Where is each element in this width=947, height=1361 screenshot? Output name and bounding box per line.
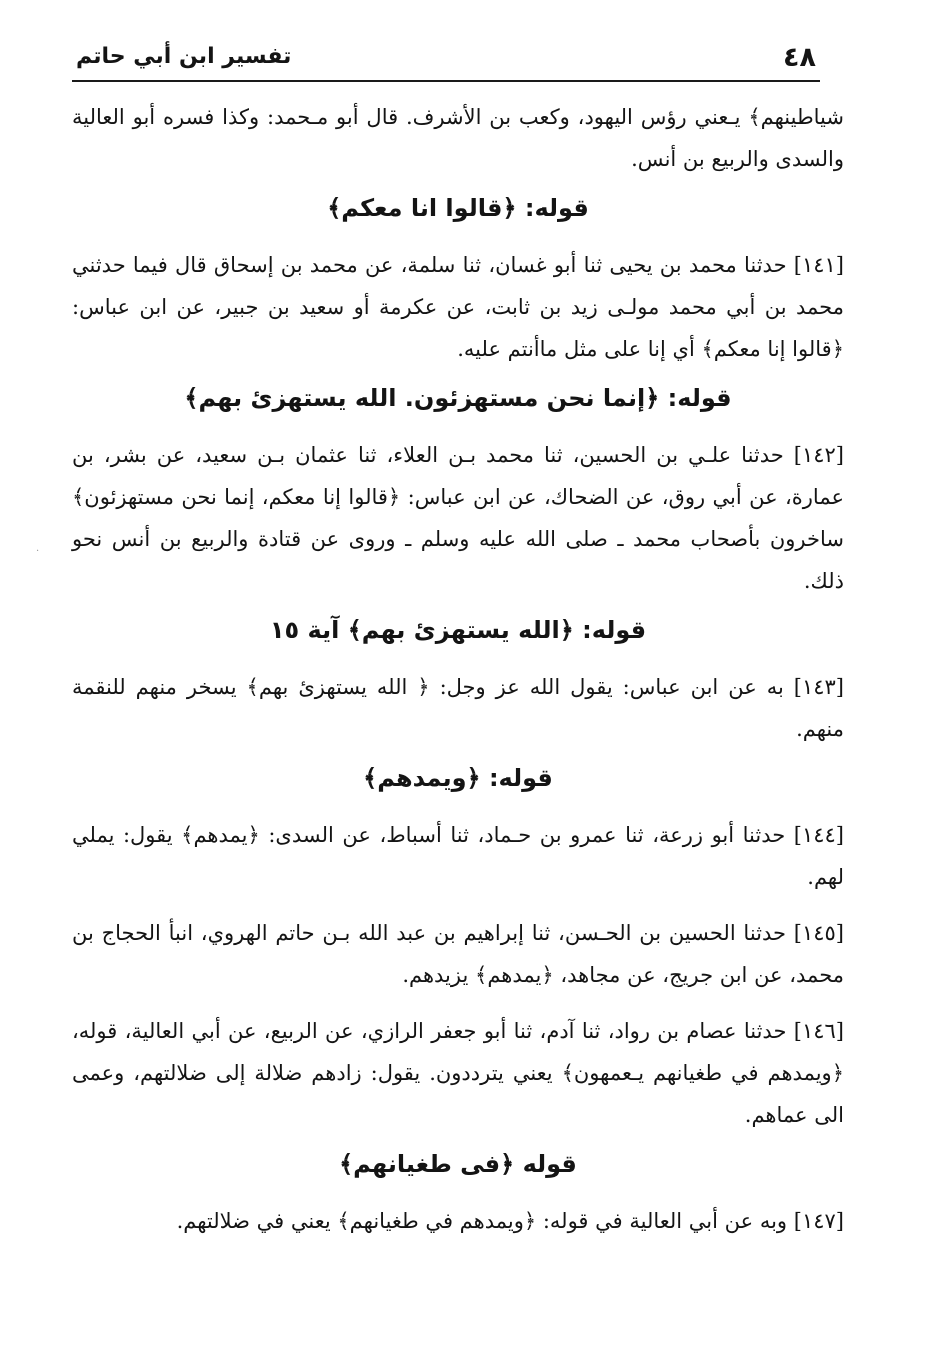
verse-heading: قوله: ﴿قالوا انا معكم﴾: [327, 194, 589, 222]
header-divider: [72, 80, 820, 82]
verse-heading: قوله ﴿فى طغيانهم﴾: [339, 1150, 577, 1178]
margin-mark: ·: [36, 546, 40, 557]
paragraph-143: [١٤٣] به عن ابن عباس: يقول الله عز وجل: ﴿ الله يستهزئ بهم﴾ يسخر منهم للنقمة منهم.: [72, 675, 844, 741]
paragraph-146: [١٤٦] حدثنا عصام بن رواد، ثنا آدم، ثنا أبو جعفر الرازي، عن الربيع، عن أبي العالية، قوله، ﴿ويمدهم في طغيانهم يـعمهون﴾ يعني يترددون. يقول: زادهم ضلالة إلى ضلالتهم، وعمى الى عماهم.: [72, 1019, 844, 1127]
paragraph-142: [١٤٢] حدثنا علـي بن الحسين، ثنا محمد بـن العلاء، ثنا عثمان بـن سعيد، عن بشر، بن عمارة، عن أبي روق، عن الضحاك، عن ابن عباس: ﴿قالوا إنا معكم، إنما نحن مستهزئون﴾ ساخرون بأصحاب محمد ـ صلى الله عليه وسلم ـ وروى عن قتادة والربيع بن أنس نحو ذلك.: [72, 443, 844, 593]
page-header: [72, 38, 820, 78]
paragraph-147: [١٤٧] وبه عن أبي العالية في قوله: ﴿ويمدهم في طغيانهم﴾ يعني في ضلالتهم.: [176, 1209, 844, 1233]
verse-heading: قوله: ﴿الله يستهزئ بهم﴾ آية ١٥: [269, 616, 647, 644]
running-title: تفسير ابن أبي حاتم: [76, 44, 292, 69]
page-number: ٤٨: [783, 42, 816, 73]
verse-heading: قوله: ﴿إنما نحن مستهزئون. الله يستهزئ بهم﴾: [184, 384, 732, 412]
paragraph-144: [١٤٤] حدثنا أبو زرعة، ثنا عمرو بن حـماد، ثنا أسباط، عن السدى: ﴿يمدهم﴾ يقول: يملي لهم.: [72, 823, 844, 889]
paragraph-145: [١٤٥] حدثنا الحسين بن الحـسن، ثنا إبراهيم بن عبد الله بـن حاتم الهروي، انبأ الحجاج بن محمد، عن ابن جريج، عن مجاهد، ﴿يمدهم﴾ يزيدهم.: [72, 921, 844, 987]
paragraph-continuation: شياطينهم﴾ يـعني رؤس اليهود، وكعب بن الأشرف. قال أبو مـحمد: وكذا فسره أبو العالية والسدى والربيع بن أنس.: [72, 105, 844, 171]
verse-heading: قوله: ﴿ويمدهم﴾: [363, 764, 553, 792]
page-body: [72, 96, 844, 1250]
paragraph-141: [١٤١] حدثنا محمد بن يحيى ثنا أبو غسان، ثنا سلمة، عن محمد بن إسحاق قال فيما حدثني محمد بن أبي محمد مولـى زيد بن ثابت، عن عكرمة أو سعيد بن جبير، عن ابن عباس: ﴿قالوا إنا معكم﴾ أي إنا على مثل ماأنتم عليه.: [72, 253, 844, 361]
